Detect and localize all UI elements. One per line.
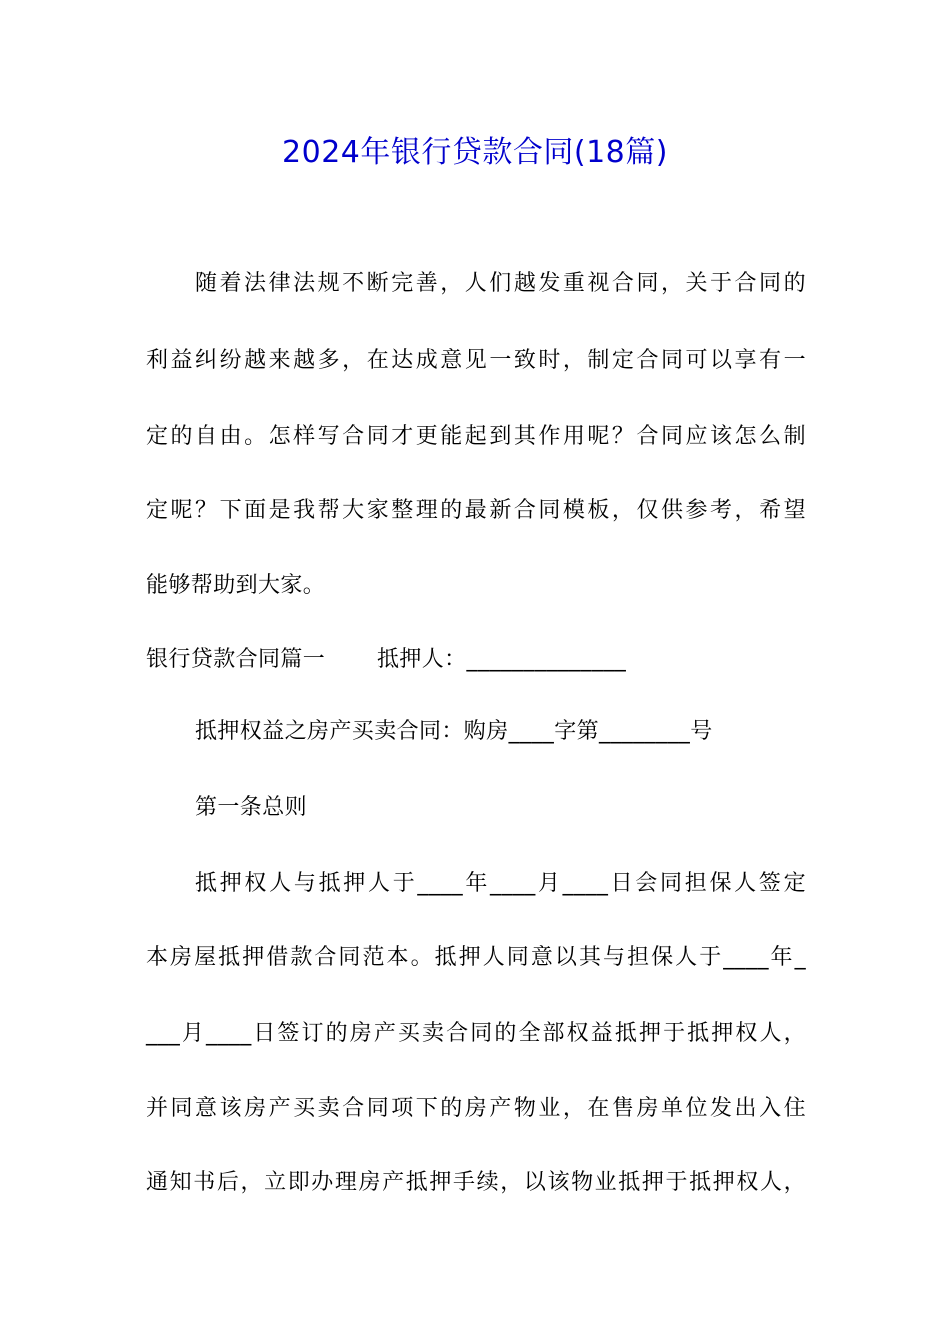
paragraph-line: 通知书后，立即办理房产抵押手续，以该物业抵押于抵押权人， [146, 1170, 806, 1195]
paragraph-line: 定呢？下面是我帮大家整理的最新合同模板，仅供参考，希望 [146, 498, 806, 523]
article-heading: 第一条总则 [195, 795, 308, 820]
paragraph-line: 能够帮助到大家。 [146, 573, 326, 598]
paragraph-line: 抵押权人与抵押人于____年____月____日会同担保人签定 [195, 871, 806, 896]
paragraph-line: 利益纠纷越来越多，在达成意见一致时，制定合同可以享有一 [146, 348, 806, 373]
document-title: 2024年银行贷款合同(18篇) [282, 135, 668, 170]
paragraph-line: 并同意该房产买卖合同项下的房产物业，在售房单位发出入住 [146, 1096, 806, 1121]
section-heading-line: 银行贷款合同篇一 抵押人：______________ [146, 647, 627, 672]
paragraph-line: 定的自由。怎样写合同才更能起到其作用呢？合同应该怎么制 [146, 424, 806, 449]
paragraph-line: 抵押权益之房产买卖合同：购房____字第________号 [195, 719, 713, 744]
paragraph-line: ___月____日签订的房产买卖合同的全部权益抵押于抵押权人， [146, 1021, 806, 1046]
paragraph-line: 随着法律法规不断完善，人们越发重视合同，关于合同的 [195, 271, 806, 296]
paragraph-line: 本房屋抵押借款合同范本。抵押人同意以其与担保人于____年_ [146, 945, 806, 970]
